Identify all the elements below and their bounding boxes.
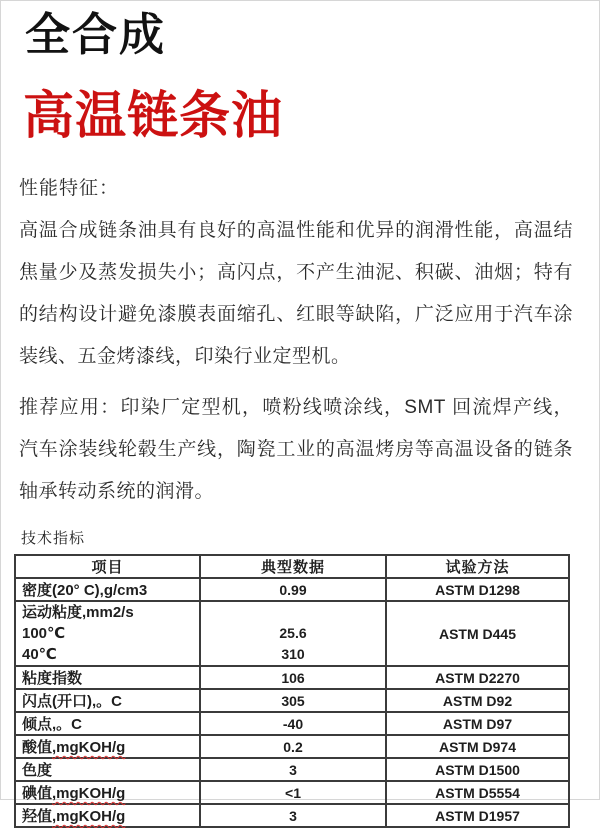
value-cell: 106 [200, 666, 386, 689]
item-cell: 粘度指数 [15, 666, 200, 689]
spec-table [14, 554, 570, 828]
table-row-density [15, 578, 569, 601]
header-test-method: 试验方法 [386, 555, 569, 578]
value-cell: 3 [200, 804, 386, 827]
value-cell: 305 [200, 689, 386, 712]
value-cell: 3 [200, 758, 386, 781]
value-cell: 0.2 [200, 735, 386, 758]
page-subtitle: 高温链条油 [23, 87, 284, 144]
table-row-color [15, 758, 569, 781]
item-cell: 密度(20° C),g/cm3 [15, 578, 200, 601]
item-cell: 闪点(开口),。C [15, 689, 200, 712]
table-row-flash-point [15, 689, 569, 712]
table-row-iodine-value [15, 781, 569, 804]
table-row-hydroxyl-value [15, 804, 569, 827]
value-cell: -40 [200, 712, 386, 735]
header-typical-data: 典型数据 [200, 555, 386, 578]
item-cell: 色度 [15, 758, 200, 781]
iodine-unit-spellcheck: ,mgKOH/g [52, 785, 126, 802]
item-cell [15, 601, 200, 666]
method-cell: ASTM D1957 [386, 804, 569, 827]
table-row-acid-value [15, 735, 569, 758]
viscosity-blank-value [207, 602, 379, 623]
value-cell: 0.99 [200, 578, 386, 601]
table-row-viscosity-index [15, 666, 569, 689]
spec-table-caption: 技术指标 [21, 530, 86, 547]
page-title: 全合成 [25, 9, 167, 60]
acid-label: 酸值 [22, 739, 53, 756]
value-cell: <1 [200, 781, 386, 804]
viscosity-40c-label: 40℃ [22, 646, 57, 663]
viscosity-label: 运动粘度,mm2/s [22, 604, 134, 621]
item-cell [15, 781, 200, 804]
item-cell [15, 735, 200, 758]
hydroxyl-unit-spellcheck: ,mgKOH/g [52, 808, 126, 825]
hydroxyl-label: 羟值 [22, 808, 53, 825]
header-item: 项目 [15, 555, 200, 578]
method-cell: ASTM D92 [386, 689, 569, 712]
item-cell [15, 804, 200, 827]
method-cell: ASTM D1500 [386, 758, 569, 781]
viscosity-100c-label: 100℃ [22, 625, 66, 642]
method-cell: ASTM D974 [386, 735, 569, 758]
features-heading: 性能特征： [19, 178, 120, 199]
item-cell: 倾点,。C [15, 712, 200, 735]
method-cell: ASTM D445 [386, 601, 569, 666]
acid-unit-spellcheck: ,mgKOH/g [52, 739, 126, 756]
iodine-label: 碘值 [22, 785, 53, 802]
features-paragraph: 高温合成链条油具有良好的高温性能和优异的润滑性能，高温结焦量少及蒸发损失小；高闪点，不产生油泥、积碳、油烟；特有的结构设计避免漆膜表面缩孔、红眼等缺陷，广泛应用于汽车涂装线、五金烤漆线，印染行业定型机。 [19, 220, 573, 367]
table-row-pour-point [15, 712, 569, 735]
value-cell [200, 601, 386, 666]
method-cell: ASTM D97 [386, 712, 569, 735]
table-header-row [15, 555, 569, 578]
viscosity-40c-value: 310 [281, 646, 305, 662]
method-cell: ASTM D5554 [386, 781, 569, 804]
table-row-viscosity [15, 601, 569, 666]
viscosity-100c-value: 25.6 [279, 625, 307, 641]
method-cell: ASTM D2270 [386, 666, 569, 689]
applications-paragraph: 推荐应用：印染厂定型机，喷粉线喷涂线，SMT 回流焊产线，汽车涂装线轮毂生产线，陶瓷工业的高温烤房等高温设备的链条轴承转动系统的润滑。 [19, 397, 573, 502]
method-cell: ASTM D1298 [386, 578, 569, 601]
